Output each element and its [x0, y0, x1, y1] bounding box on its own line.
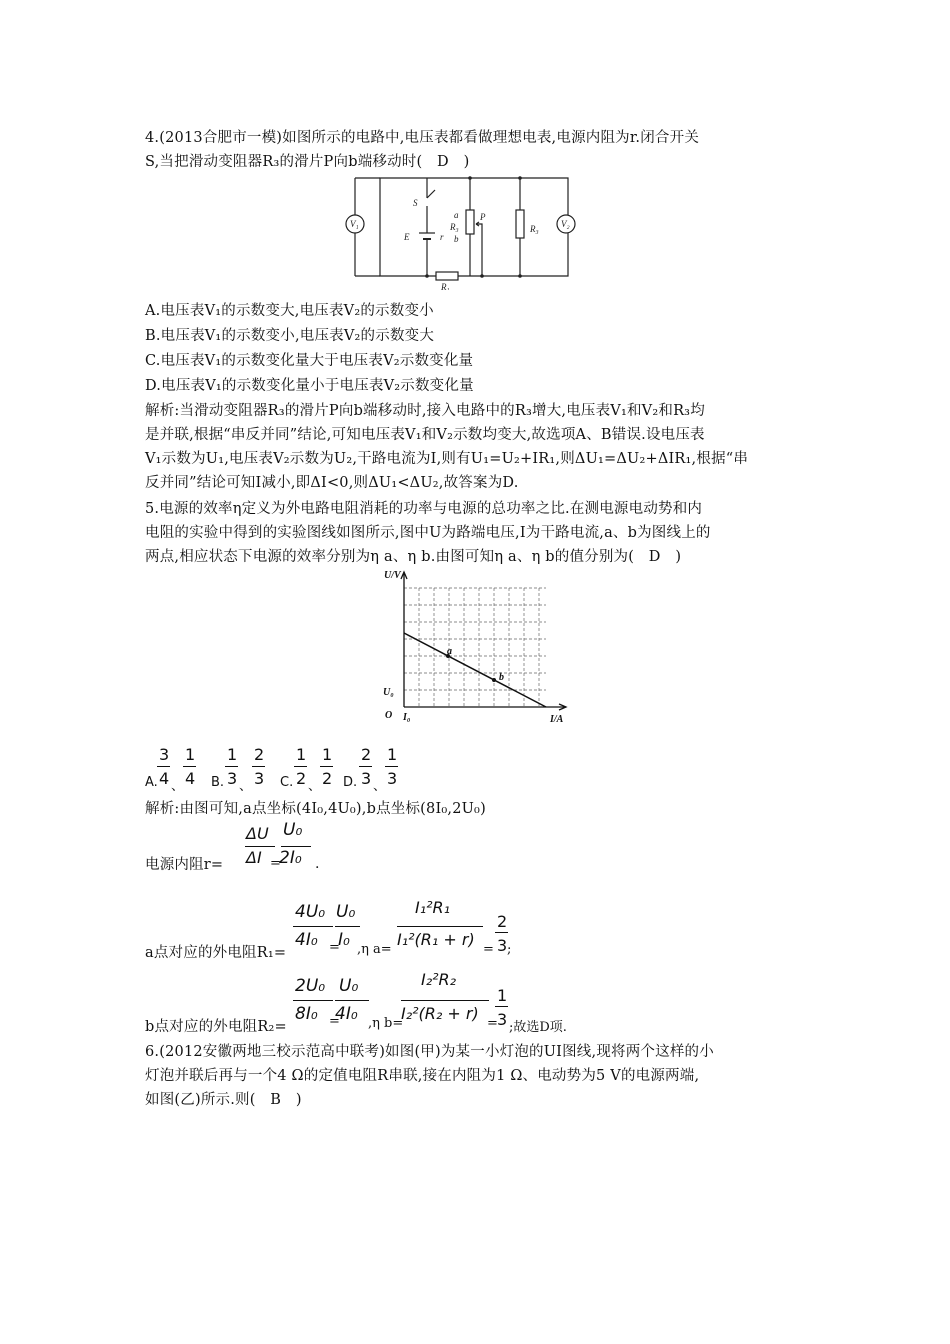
q5-stem-line3: 两点,相应状态下电源的效率分别为η a、η b.由图可知η a、η b的值分别为( D ) — [145, 549, 682, 565]
separator: 、 — [308, 779, 322, 794]
q5-option-d-label: D. — [343, 775, 358, 790]
q4-option-c: C.电压表V₁的示数变化量大于电压表V₂示数变化量 — [145, 353, 474, 369]
switch-label: S — [413, 198, 418, 208]
q5-stem-line2: 电阻的实验中得到的实验图线如图所示,图中U为路端电压,I为干路电流,a、b为图线上的 — [145, 525, 711, 541]
frac-num: ΔU — [246, 824, 269, 843]
frac-den: 4I₀ — [295, 930, 318, 950]
q4-stem-line1: 4.(2013合肥市一模)如图所示的电路中,电压表都看做理想电表,电源内阻为r.闭合开关 — [145, 130, 700, 146]
rb-text: b点对应的外电阻R₂= — [145, 1019, 287, 1035]
q4-analysis-line3: V₁示数为U₁,电压表V₂示数为U₂,干路电流为I,则有U₁=U₂+IR₁,则ΔU₁=ΔU₂+ΔIR₁,根据“串 — [145, 451, 749, 467]
frac-den: I₀ — [338, 930, 350, 950]
equals: = — [270, 856, 281, 871]
frac-den: 3 — [387, 769, 398, 788]
frac-bar — [293, 926, 333, 927]
frac-den: 3 — [497, 1010, 508, 1029]
frac-bar — [335, 926, 360, 927]
q6-stem-line1: 6.(2012安徽两地三校示范高中联考)如图(甲)为某一小灯泡的UI图线,现将两个这样的小 — [145, 1044, 714, 1060]
frac-den: I₂²(R₂ + r) — [401, 1004, 479, 1023]
frac-num: U₀ — [283, 820, 303, 840]
frac-den: 2I₀ — [279, 848, 302, 868]
q4-option-a: A.电压表V₁的示数变大,电压表V₂的示数变小 — [145, 303, 434, 319]
equals: = — [329, 1014, 340, 1029]
slider-p-label: P — [480, 212, 486, 222]
frac-bar — [359, 766, 372, 767]
frac-num: 3 — [159, 745, 170, 764]
frac-bar — [183, 766, 196, 767]
v1-label: V₁ — [350, 219, 359, 229]
graph-gridlines — [404, 588, 546, 707]
equals: = — [483, 942, 494, 957]
ra-text: a点对应的外电阻R₁= — [145, 945, 287, 961]
terminal-a-label: a — [454, 210, 459, 220]
frac-den: 3 — [361, 769, 372, 788]
terminal-b-label: b — [454, 234, 459, 244]
emf-label: E — [404, 232, 410, 242]
eta-a-text: ,η a= — [357, 942, 392, 957]
q6-stem-line2: 灯泡并联后再与一个4 Ω的定值电阻R串联,接在内阻为1 Ω、电动势为5 V的电源两端, — [145, 1068, 700, 1084]
frac-num: 1 — [227, 745, 238, 764]
frac-num: 2 — [497, 912, 508, 931]
frac-bar — [157, 766, 170, 767]
frac-bar — [245, 846, 275, 847]
period: . — [315, 856, 320, 872]
q4-analysis-line1: 解析:当滑动变阻器R₃的滑片P向b端移动时,接入电路中的R₃增大,电压表V₁和V₂和R₃均 — [145, 403, 705, 419]
frac-bar — [281, 846, 311, 847]
r-text: 电源内阻r= — [145, 857, 224, 873]
frac-bar — [401, 1000, 489, 1001]
frac-num: 4U₀ — [295, 902, 326, 922]
q6-stem-line3: 如图(乙)所示.则( B ) — [145, 1092, 302, 1108]
frac-num: U₀ — [339, 976, 359, 996]
frac-den: 2 — [322, 769, 333, 788]
r3-label: R₃ — [450, 222, 459, 232]
q4-option-b: B.电压表V₁的示数变小,电压表V₂的示数变大 — [145, 328, 435, 344]
frac-bar — [320, 766, 333, 767]
separator: 、 — [239, 779, 253, 794]
q5-option-b-label: B. — [211, 775, 225, 790]
q5-analysis-line1: 解析:由图可知,a点坐标(4I₀,4U₀),b点坐标(8I₀,2U₀) — [145, 801, 486, 817]
y-axis-label: U/V — [384, 570, 401, 581]
separator: 、 — [373, 779, 387, 794]
frac-num: I₂²R₂ — [421, 970, 457, 989]
frac-num: I₁²R₁ — [415, 898, 451, 917]
frac-den: 3 — [254, 769, 265, 788]
frac-bar — [335, 1000, 369, 1001]
point-b — [492, 678, 496, 682]
frac-num: 1 — [322, 745, 333, 764]
frac-num: 2 — [361, 745, 372, 764]
q5-option-a-label: A. — [145, 775, 158, 790]
frac-num: 1 — [387, 745, 398, 764]
frac-bar — [294, 766, 307, 767]
ui-line — [404, 633, 546, 707]
frac-num: U₀ — [336, 902, 356, 922]
q5-options — [145, 745, 545, 795]
i0-label: I₀ — [403, 712, 411, 723]
frac-bar — [397, 926, 483, 927]
frac-num: 2 — [254, 745, 265, 764]
frac-den: ΔI — [246, 848, 262, 867]
conclusion: ;故选D项. — [509, 1020, 567, 1035]
a-label: a — [447, 646, 452, 657]
frac-bar — [495, 1006, 508, 1007]
q5-r-formula — [145, 820, 445, 880]
eta-b-text: ,η b= — [368, 1016, 404, 1031]
frac-bar — [252, 766, 265, 767]
circuit-diagram — [340, 170, 590, 290]
q4-option-d: D.电压表V₁的示数变化量小于电压表V₂示数变化量 — [145, 378, 474, 394]
frac-den: 3 — [497, 936, 508, 955]
q5-stem-line1: 5.电源的效率η定义为外电路电阻消耗的功率与电源的总功率之比.在测电源电动势和内 — [145, 501, 703, 517]
frac-den: 4 — [185, 769, 196, 788]
ui-graph — [370, 568, 580, 728]
frac-den: 3 — [227, 769, 238, 788]
frac-bar — [385, 766, 398, 767]
frac-den: 8I₀ — [295, 1004, 318, 1024]
r2-label: R₃ — [530, 224, 539, 234]
internal-r-label: r — [440, 232, 444, 242]
x-axis-label: I/A — [550, 714, 564, 725]
frac-num: 1 — [296, 745, 307, 764]
frac-num: 1 — [185, 745, 196, 764]
q4-analysis-line4: 反并同”结论可知I减小,即ΔI<0,则ΔU₁<ΔU₂,故答案为D. — [145, 475, 519, 491]
frac-den: 2 — [296, 769, 307, 788]
frac-den: 4 — [159, 769, 170, 788]
frac-den: I₁²(R₁ + r) — [397, 930, 475, 949]
separator: 、 — [171, 779, 185, 794]
frac-bar — [495, 932, 508, 933]
frac-bar — [293, 1000, 333, 1001]
r1-label: R₁ — [441, 282, 450, 290]
origin-label: O — [385, 710, 393, 721]
frac-num: 2U₀ — [295, 976, 326, 996]
frac-bar — [225, 766, 238, 767]
equals: = — [329, 940, 340, 955]
frac-den: 4I₀ — [335, 1004, 358, 1024]
q5-option-c-label: C. — [280, 775, 294, 790]
q4-stem-line2: S,当把滑动变阻器R₃的滑片P向b端移动时( D ) — [145, 154, 470, 170]
b-label: b — [499, 672, 504, 683]
semicolon: ; — [507, 942, 512, 957]
q4-analysis-line2: 是并联,根据“串反并同”结论,可知电压表V₁和V₂示数均变大,故选项A、B错误.设电压表 — [145, 427, 705, 443]
equals: = — [487, 1016, 498, 1031]
q5-ra-formula — [145, 896, 565, 966]
q5-rb-formula — [145, 968, 645, 1038]
v2-label: V₂ — [561, 219, 570, 229]
frac-num: 1 — [497, 986, 508, 1005]
u0-label: U₀ — [383, 687, 394, 698]
